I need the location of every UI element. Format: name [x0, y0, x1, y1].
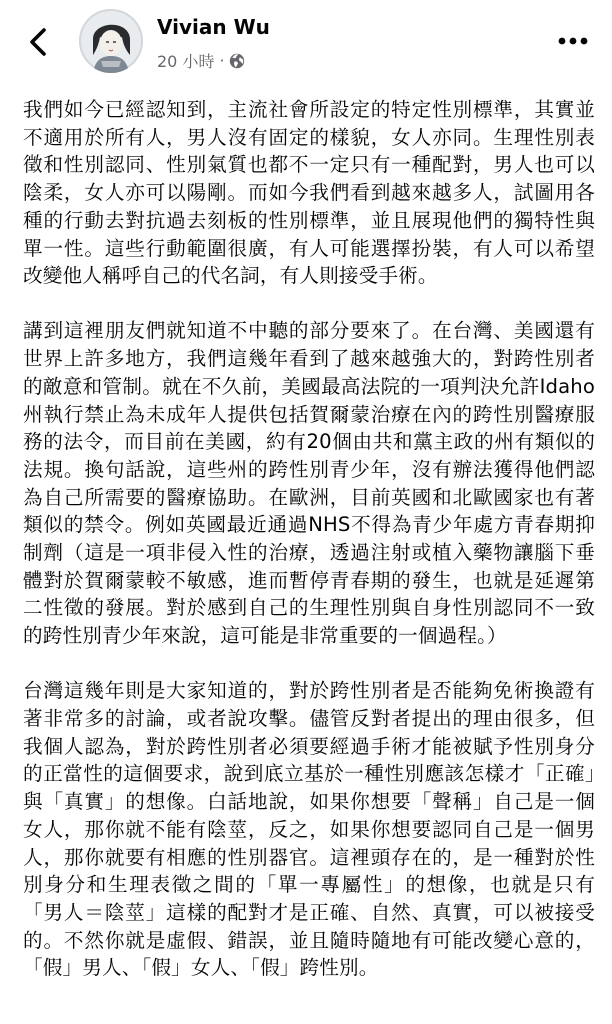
chevron-left-icon	[28, 27, 48, 57]
more-horizontal-icon	[558, 37, 588, 45]
back-button[interactable]	[22, 24, 54, 60]
meta-separator: ·	[219, 51, 225, 70]
avatar[interactable]	[79, 9, 143, 73]
post-meta	[157, 49, 245, 72]
author-name[interactable]: Vivian Wu	[157, 15, 270, 39]
avatar-illustration	[79, 9, 143, 73]
globe-icon	[229, 53, 245, 69]
post-paragraph-1: 我們如今已經認知到，主流社會所設定的特定性別標準，其實並不適用於所有人，男人沒有固定的樣貌，女人亦同。生理性別表徵和性別認同、性別氣質也都不一定只有一種配對，男人也可以陰柔，女人亦可以陽剛。而如今我們看到越來越多人，試圖用各種的行動去對抗過去刻板的性別標準，並且展現他們的獨特性與單一性。這些行動範圍很廣，有人可能選擇扮裝，有人可以希望改變他人稱呼自己的代名詞，有人則接受手術。	[23, 98, 595, 288]
post-paragraph-3: 台灣這幾年則是大家知道的，對於跨性別者是否能夠免術換證有著非常多的討論，或者說攻擊。儘管反對者提出的理由很多，但我個人認為，對於跨性別者必須要經過手術才能被賦予性別身分的正當性的這個要求，說到底立基於一種性別應該怎樣才「正確」與「真實」的想像。白話地說，如果你想要「聲稱」自己是一個女人，那你就不能有陰莖，反之，如果你想要認同自己是一個男人，那你就要有相應的性別器官。這裡頭存在的，是一種對於性別身分和生理表徵之間的「單一專屬性」的想像，也就是只有「男人＝陰莖」這樣的配對才是正確、自然、真實，可以被接受的。不然你就是虛假、錯誤，並且隨時隨地有可能改變心意的，「假」男人、「假」女人、「假」跨性別。	[23, 679, 595, 980]
post-paragraph-2: 講到這裡朋友們就知道不中聽的部分要來了。在台灣、美國還有世界上許多地方，我們這幾年看到了越來越強大的，對跨性別者的敵意和管制。就在不久前，美國最高法院的一項判決允許Idaho州執行禁止為未成年人提供包括賀爾蒙治療在內的跨性別醫療服務的法令，而目前在美國，約有20個由共和黨主政的州有類似的法規。換句話說，這些州的跨性別青少年，沒有辦法獲得他們認為自己所需要的醫療協助。在歐洲，目前英國和北歐國家也有著類似的禁令。例如英國最近通過NHS不得為青少年處方青春期抑制劑（這是一項非侵入性的治療，透過注射或植入藥物讓腦下垂體對於賀爾蒙較不敏感，進而暫停青春期的發生，也就是延遲第二性徵的發展。對於感到自己的生理性別與自身性別認同不一致的跨性別青少年來說，這可能是非常重要的一個過程。）	[23, 319, 595, 648]
more-options-button[interactable]	[556, 26, 590, 56]
post-time[interactable]: 20 小時	[157, 52, 215, 71]
post-header	[0, 0, 612, 84]
post-body	[23, 96, 595, 982]
